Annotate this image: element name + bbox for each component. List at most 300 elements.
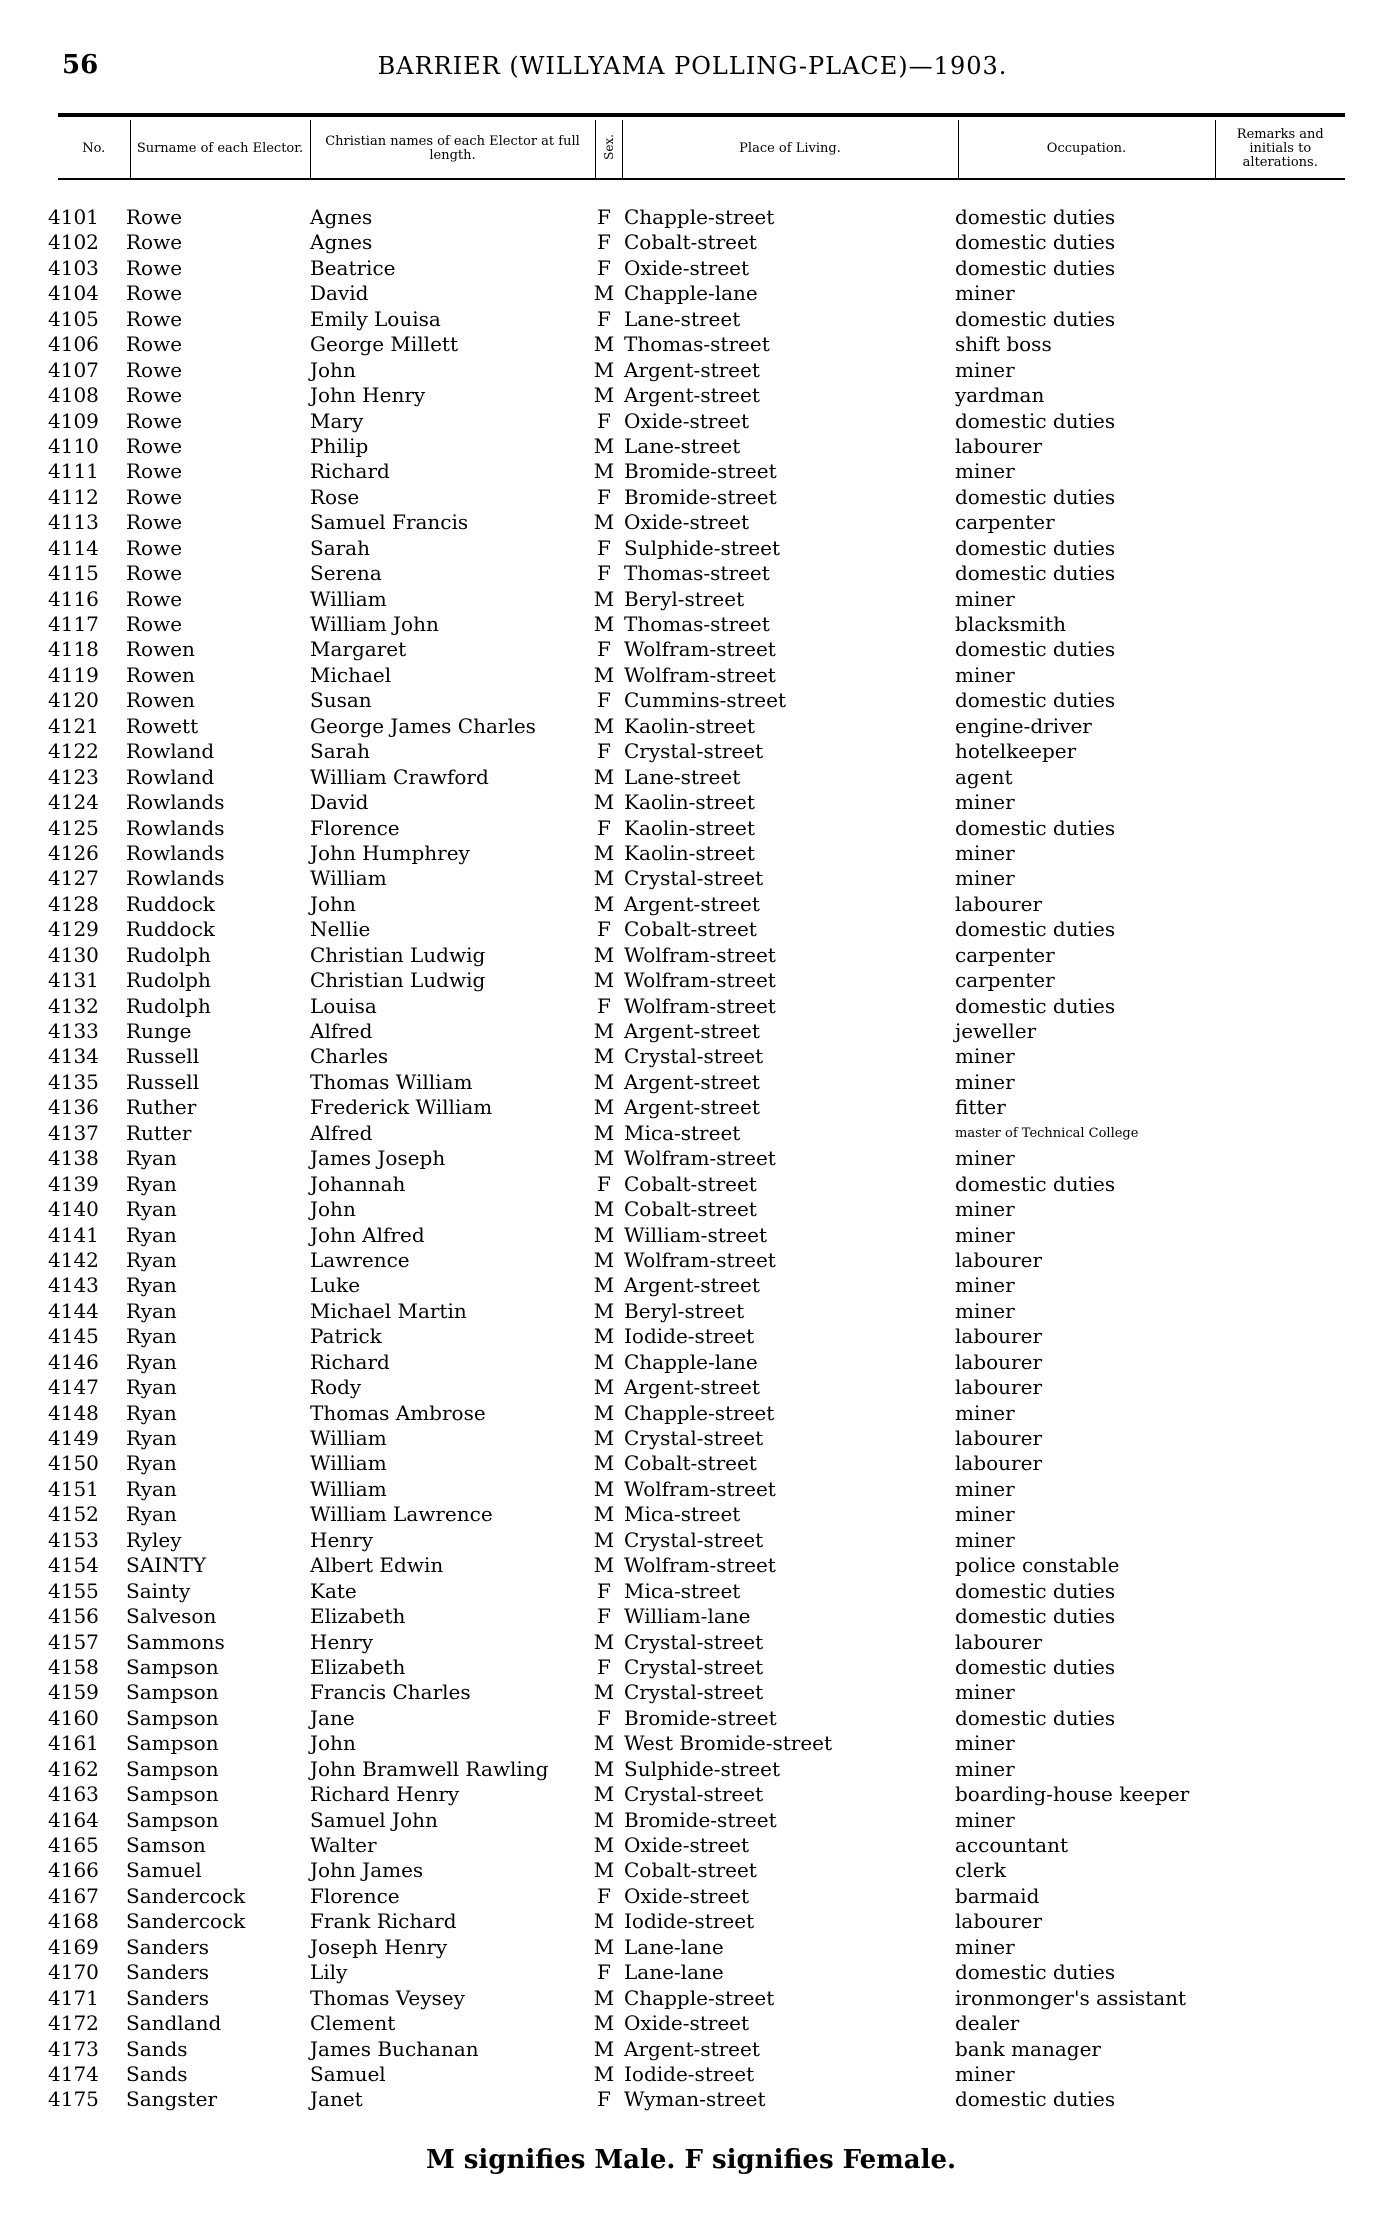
elector-sex: F	[597, 739, 611, 764]
elector-number: 4172	[48, 2011, 99, 2036]
elector-number: 4145	[48, 1324, 99, 1349]
elector-number: 4165	[48, 1833, 99, 1857]
elector-sex: M	[593, 1680, 615, 1705]
elector-surname: Ruddock	[126, 891, 215, 916]
elector-occupation: labourer	[955, 891, 1043, 916]
elector-surname: Rutter	[126, 1120, 192, 1145]
elector-occupation: ironmonger's assistant	[955, 1985, 1187, 2010]
elector-place: Lane-lane	[624, 1960, 724, 1985]
elector-number: 4142	[48, 1247, 99, 1272]
elector-christian-names: William	[310, 1451, 387, 1476]
elector-sex: M	[593, 1553, 615, 1578]
table-row	[0, 2087, 1382, 2112]
elector-christian-names: William Lawrence	[310, 1502, 493, 1527]
elector-surname: Russell	[126, 1069, 200, 1094]
elector-place: William-lane	[624, 1604, 751, 1629]
table-row	[0, 587, 1382, 612]
elector-surname: Sampson	[126, 1782, 219, 1807]
elector-place: Cobalt-street	[624, 1451, 757, 1476]
elector-place: Cobalt-street	[624, 230, 757, 255]
elector-surname: SAINTY	[126, 1553, 207, 1578]
elector-number: 4126	[48, 840, 99, 865]
elector-sex: M	[593, 968, 615, 993]
elector-occupation: miner	[955, 1400, 1015, 1425]
elector-christian-names: Richard Henry	[310, 1782, 460, 1807]
elector-occupation: miner	[955, 1044, 1015, 1069]
table-row	[0, 1095, 1382, 1120]
elector-sex: M	[593, 1833, 615, 1857]
elector-surname: Rowe	[126, 357, 183, 382]
elector-occupation: jeweller	[955, 1019, 1037, 1043]
elector-christian-names: Charles	[310, 1044, 389, 1069]
elector-number: 4174	[48, 2061, 99, 2086]
elector-place: Lane-lane	[624, 1934, 724, 1959]
elector-surname: Ryan	[126, 1451, 177, 1476]
table-row	[0, 1680, 1382, 1705]
elector-occupation: labourer	[955, 1349, 1043, 1374]
elector-number: 4150	[48, 1451, 99, 1476]
elector-christian-names: Susan	[310, 688, 372, 713]
table-row	[0, 816, 1382, 841]
elector-christian-names: Thomas Ambrose	[310, 1400, 486, 1425]
elector-christian-names: Rose	[310, 484, 360, 509]
elector-place: Wolfram-street	[624, 1247, 776, 1272]
column-header-place: Place of Living.	[622, 120, 958, 179]
elector-place: Argent-street	[624, 1273, 760, 1298]
elector-sex: M	[593, 2036, 615, 2061]
table-row	[0, 1782, 1382, 1807]
table-row	[0, 1477, 1382, 1502]
table-row	[0, 1375, 1382, 1400]
table-row	[0, 943, 1382, 968]
elector-sex: M	[593, 1782, 615, 1807]
elector-surname: Russell	[126, 1044, 200, 1069]
elector-sex: M	[593, 357, 615, 382]
elector-occupation: domestic duties	[955, 1960, 1116, 1985]
elector-place: Kaolin-street	[624, 815, 755, 840]
elector-christian-names: Henry	[310, 1629, 374, 1654]
elector-surname: Rowen	[126, 662, 195, 687]
elector-occupation: clerk	[955, 1858, 1007, 1883]
table-row	[0, 358, 1382, 383]
elector-surname: Sampson	[126, 1705, 219, 1730]
elector-number: 4155	[48, 1578, 99, 1603]
elector-sex: M	[593, 1375, 615, 1400]
table-row	[0, 688, 1382, 713]
elector-sex: M	[593, 1120, 615, 1145]
elector-number: 4147	[48, 1375, 99, 1400]
elector-surname: Rowlands	[126, 840, 225, 865]
elector-number: 4119	[48, 662, 99, 687]
table-row	[0, 307, 1382, 332]
elector-place: Wolfram-street	[624, 993, 776, 1018]
elector-surname: Rudolph	[126, 968, 211, 993]
elector-place: Argent-street	[624, 383, 760, 408]
elector-christian-names: Frank Richard	[310, 1909, 457, 1934]
table-row	[0, 917, 1382, 942]
elector-surname: Rowe	[126, 612, 183, 636]
table-row	[0, 1884, 1382, 1909]
elector-surname: Rowland	[126, 739, 215, 764]
elector-occupation: miner	[955, 1680, 1015, 1705]
elector-number: 4111	[48, 459, 99, 484]
elector-christian-names: John	[310, 357, 356, 382]
elector-christian-names: Johannah	[310, 1171, 406, 1196]
elector-occupation: domestic duties	[955, 535, 1116, 560]
elector-occupation: miner	[955, 1756, 1015, 1781]
elector-surname: Rowe	[126, 433, 183, 458]
elector-occupation: labourer	[955, 1426, 1043, 1450]
elector-sex: F	[597, 205, 611, 229]
elector-occupation: blacksmith	[955, 612, 1066, 636]
elector-sex: M	[593, 2061, 615, 2086]
elector-christian-names: Francis Charles	[310, 1680, 471, 1705]
elector-number: 4175	[48, 2087, 99, 2112]
elector-christian-names: John Alfred	[310, 1222, 425, 1247]
table-row	[0, 1146, 1382, 1171]
elector-occupation: miner	[955, 1934, 1015, 1959]
elector-number: 4101	[48, 205, 99, 229]
elector-occupation: labourer	[955, 1909, 1043, 1934]
elector-place: Wolfram-street	[624, 637, 776, 662]
header-rule	[58, 113, 1345, 117]
elector-number: 4124	[48, 790, 99, 815]
elector-christian-names: Louisa	[310, 993, 377, 1018]
elector-sex: F	[597, 535, 611, 560]
elector-place: Lane-street	[624, 306, 741, 331]
elector-christian-names: Margaret	[310, 637, 407, 662]
elector-sex: M	[593, 332, 615, 357]
table-row	[0, 2062, 1382, 2087]
elector-christian-names: James Buchanan	[310, 2036, 479, 2061]
elector-sex: M	[593, 1502, 615, 1527]
elector-place: Wolfram-street	[624, 1146, 776, 1171]
elector-occupation: domestic duties	[955, 1171, 1116, 1196]
elector-sex: M	[593, 1934, 615, 1959]
elector-occupation: miner	[955, 1527, 1015, 1552]
elector-surname: Rowe	[126, 510, 183, 535]
elector-place: Sulphide-street	[624, 1756, 781, 1781]
elector-occupation: miner	[955, 1731, 1015, 1756]
elector-christian-names: William	[310, 866, 387, 891]
elector-sex: M	[593, 840, 615, 865]
elector-sex: F	[597, 917, 611, 942]
table-row	[0, 1833, 1382, 1858]
elector-occupation: domestic duties	[955, 1578, 1116, 1603]
elector-number: 4118	[48, 637, 99, 662]
elector-sex: M	[593, 2011, 615, 2036]
table-row	[0, 1986, 1382, 2011]
elector-place: Wolfram-street	[624, 968, 776, 993]
elector-occupation: miner	[955, 1273, 1015, 1298]
table-row	[0, 994, 1382, 1019]
elector-sex: M	[593, 1400, 615, 1425]
elector-place: Crystal-street	[624, 1654, 764, 1679]
elector-surname: Rowe	[126, 306, 183, 331]
elector-christian-names: Luke	[310, 1273, 361, 1298]
page-header	[40, 50, 1345, 90]
elector-surname: Sampson	[126, 1807, 219, 1832]
elector-number: 4141	[48, 1222, 99, 1247]
elector-christian-names: Walter	[310, 1833, 377, 1857]
column-header-christian-names: Christian names of each Elector at full length.	[310, 120, 595, 179]
table-row	[0, 281, 1382, 306]
table-row	[0, 205, 1382, 230]
elector-place: Cobalt-street	[624, 1171, 757, 1196]
elector-place: Kaolin-street	[624, 713, 755, 738]
table-row	[0, 434, 1382, 459]
table-row	[0, 1070, 1382, 1095]
table-row	[0, 790, 1382, 815]
elector-place: Lane-street	[624, 764, 741, 789]
elector-christian-names: John Henry	[310, 383, 426, 408]
elector-number: 4120	[48, 688, 99, 713]
elector-surname: Samson	[126, 1833, 206, 1857]
elector-number: 4127	[48, 866, 99, 891]
elector-place: William-street	[624, 1222, 768, 1247]
elector-christian-names: Samuel	[310, 2061, 386, 2086]
elector-number: 4144	[48, 1298, 99, 1323]
table-row	[0, 1299, 1382, 1324]
elector-place: Kaolin-street	[624, 840, 755, 865]
elector-occupation: hotelkeeper	[955, 739, 1077, 764]
elector-number: 4139	[48, 1171, 99, 1196]
elector-occupation: miner	[955, 1807, 1015, 1832]
elector-place: Wolfram-street	[624, 1553, 776, 1578]
elector-christian-names: Richard	[310, 459, 390, 484]
elector-christian-names: Joseph Henry	[310, 1934, 448, 1959]
elector-sex: F	[597, 815, 611, 840]
elector-place: Cobalt-street	[624, 1858, 757, 1883]
elector-occupation: domestic duties	[955, 1604, 1116, 1629]
elector-occupation: bank manager	[955, 2036, 1101, 2061]
elector-place: Crystal-street	[624, 1629, 764, 1654]
elector-place: Mica-street	[624, 1120, 741, 1145]
elector-place: Beryl-street	[624, 1298, 745, 1323]
elector-list	[0, 205, 1382, 2113]
elector-occupation: domestic duties	[955, 917, 1116, 942]
table-row	[0, 510, 1382, 535]
elector-christian-names: Sarah	[310, 739, 370, 764]
elector-occupation: boarding-house keeper	[955, 1782, 1190, 1807]
table-row	[0, 1858, 1382, 1883]
elector-surname: Ryan	[126, 1171, 177, 1196]
column-header-remarks: Remarks and initials to alterations.	[1215, 120, 1345, 179]
elector-occupation: domestic duties	[955, 408, 1116, 433]
elector-sex: M	[593, 1858, 615, 1883]
elector-occupation: miner	[955, 357, 1015, 382]
elector-sex: M	[593, 1273, 615, 1298]
elector-surname: Ryan	[126, 1273, 177, 1298]
elector-number: 4136	[48, 1095, 99, 1120]
column-header-occupation: Occupation.	[958, 120, 1215, 179]
elector-surname: Sands	[126, 2061, 188, 2086]
elector-christian-names: Christian Ludwig	[310, 968, 486, 993]
table-row	[0, 459, 1382, 484]
elector-occupation: domestic duties	[955, 230, 1116, 255]
elector-surname: Sandercock	[126, 1909, 246, 1934]
elector-occupation: labourer	[955, 1629, 1043, 1654]
table-row	[0, 1401, 1382, 1426]
elector-sex: M	[593, 1069, 615, 1094]
elector-place: Argent-street	[624, 891, 760, 916]
elector-occupation: master of Technical College	[955, 1125, 1139, 1141]
elector-surname: Ryan	[126, 1197, 177, 1222]
elector-place: Oxide-street	[624, 2011, 750, 2036]
elector-christian-names: Kate	[310, 1578, 357, 1603]
column-header-no: No.	[58, 120, 130, 179]
elector-sex: M	[593, 612, 615, 636]
elector-occupation: domestic duties	[955, 688, 1116, 713]
elector-place: Argent-street	[624, 1019, 760, 1043]
elector-occupation: barmaid	[955, 1883, 1040, 1908]
elector-number: 4135	[48, 1069, 99, 1094]
elector-occupation: labourer	[955, 1247, 1043, 1272]
table-row	[0, 1324, 1382, 1349]
elector-sex: M	[593, 1146, 615, 1171]
elector-surname: Ryan	[126, 1476, 177, 1501]
table-row	[0, 1706, 1382, 1731]
elector-sex: M	[593, 1426, 615, 1450]
elector-place: Crystal-street	[624, 1527, 764, 1552]
elector-christian-names: William John	[310, 612, 439, 636]
elector-surname: Ryan	[126, 1375, 177, 1400]
table-row	[0, 1248, 1382, 1273]
elector-place: Chapple-lane	[624, 281, 758, 306]
elector-sex: F	[597, 688, 611, 713]
elector-occupation: miner	[955, 1476, 1015, 1501]
elector-place: Oxide-street	[624, 1883, 750, 1908]
elector-sex: F	[597, 306, 611, 331]
elector-christian-names: Elizabeth	[310, 1654, 406, 1679]
elector-place: Crystal-street	[624, 866, 764, 891]
elector-number: 4116	[48, 586, 99, 611]
elector-christian-names: Lawrence	[310, 1247, 410, 1272]
elector-christian-names: Sarah	[310, 535, 370, 560]
elector-sex: M	[593, 1756, 615, 1781]
elector-place: Thomas-street	[624, 561, 770, 586]
elector-christian-names: Elizabeth	[310, 1604, 406, 1629]
column-header-row	[58, 120, 1345, 180]
elector-surname: Sampson	[126, 1654, 219, 1679]
elector-surname: Sampson	[126, 1756, 219, 1781]
elector-occupation: labourer	[955, 1324, 1043, 1349]
table-row	[0, 1909, 1382, 1934]
elector-place: Bromide-street	[624, 459, 777, 484]
elector-number: 4164	[48, 1807, 99, 1832]
elector-sex: M	[593, 790, 615, 815]
elector-place: Wolfram-street	[624, 662, 776, 687]
elector-number: 4112	[48, 484, 99, 509]
table-row	[0, 739, 1382, 764]
elector-sex: F	[597, 1171, 611, 1196]
elector-occupation: miner	[955, 866, 1015, 891]
elector-occupation: miner	[955, 1069, 1015, 1094]
elector-surname: Ryan	[126, 1502, 177, 1527]
elector-number: 4166	[48, 1858, 99, 1883]
elector-number: 4121	[48, 713, 99, 738]
elector-number: 4103	[48, 255, 99, 280]
elector-number: 4115	[48, 561, 99, 586]
elector-surname: Ruther	[126, 1095, 197, 1120]
elector-place: Wyman-street	[624, 2087, 766, 2112]
table-row	[0, 1273, 1382, 1298]
sex-legend: M signifies Male. F signifies Female.	[425, 2145, 957, 2175]
elector-christian-names: Samuel John	[310, 1807, 438, 1832]
elector-sex: F	[597, 1654, 611, 1679]
elector-surname: Rowe	[126, 586, 183, 611]
elector-surname: Rowe	[126, 281, 183, 306]
table-row	[0, 1808, 1382, 1833]
elector-christian-names: William Crawford	[310, 764, 489, 789]
elector-occupation: engine-driver	[955, 713, 1092, 738]
elector-occupation: dealer	[955, 2011, 1020, 2036]
elector-number: 4163	[48, 1782, 99, 1807]
elector-sex: F	[597, 561, 611, 586]
elector-christian-names: Richard	[310, 1349, 390, 1374]
elector-surname: Rowen	[126, 688, 195, 713]
table-row	[0, 332, 1382, 357]
elector-place: Thomas-street	[624, 612, 770, 636]
table-row	[0, 1350, 1382, 1375]
table-row	[0, 765, 1382, 790]
table-row	[0, 561, 1382, 586]
elector-occupation: miner	[955, 1146, 1015, 1171]
elector-number: 4162	[48, 1756, 99, 1781]
elector-number: 4137	[48, 1120, 99, 1145]
table-row	[0, 1223, 1382, 1248]
elector-sex: M	[593, 1807, 615, 1832]
elector-surname: Ryan	[126, 1426, 177, 1450]
elector-christian-names: Alfred	[310, 1120, 373, 1145]
elector-surname: Sandland	[126, 2011, 222, 2036]
table-row	[0, 637, 1382, 662]
elector-christian-names: John James	[310, 1858, 424, 1883]
table-row	[0, 1630, 1382, 1655]
elector-sex: M	[593, 1527, 615, 1552]
elector-occupation: domestic duties	[955, 255, 1116, 280]
elector-occupation: miner	[955, 1222, 1015, 1247]
elector-surname: Runge	[126, 1019, 192, 1043]
elector-christian-names: John Humphrey	[310, 840, 470, 865]
elector-place: Oxide-street	[624, 255, 750, 280]
elector-christian-names: Christian Ludwig	[310, 942, 486, 967]
elector-sex: M	[593, 510, 615, 535]
elector-occupation: domestic duties	[955, 2087, 1116, 2112]
elector-number: 4140	[48, 1197, 99, 1222]
column-header-sex	[595, 120, 622, 179]
elector-surname: Rowlands	[126, 866, 225, 891]
elector-place: Thomas-street	[624, 332, 770, 357]
elector-christian-names: James Joseph	[310, 1146, 446, 1171]
table-row	[0, 1528, 1382, 1553]
elector-occupation: miner	[955, 662, 1015, 687]
elector-christian-names: John	[310, 1731, 356, 1756]
elector-place: Argent-street	[624, 1095, 760, 1120]
elector-place: Oxide-street	[624, 510, 750, 535]
elector-place: Argent-street	[624, 2036, 760, 2061]
table-row	[0, 1172, 1382, 1197]
elector-sex: M	[593, 1731, 615, 1756]
elector-place: Mica-street	[624, 1502, 741, 1527]
elector-occupation: domestic duties	[955, 561, 1116, 586]
elector-number: 4159	[48, 1680, 99, 1705]
table-row	[0, 866, 1382, 891]
elector-occupation: labourer	[955, 433, 1043, 458]
elector-christian-names: John Bramwell Rawling	[310, 1756, 549, 1781]
elector-christian-names: Philip	[310, 433, 369, 458]
table-row	[0, 1121, 1382, 1146]
